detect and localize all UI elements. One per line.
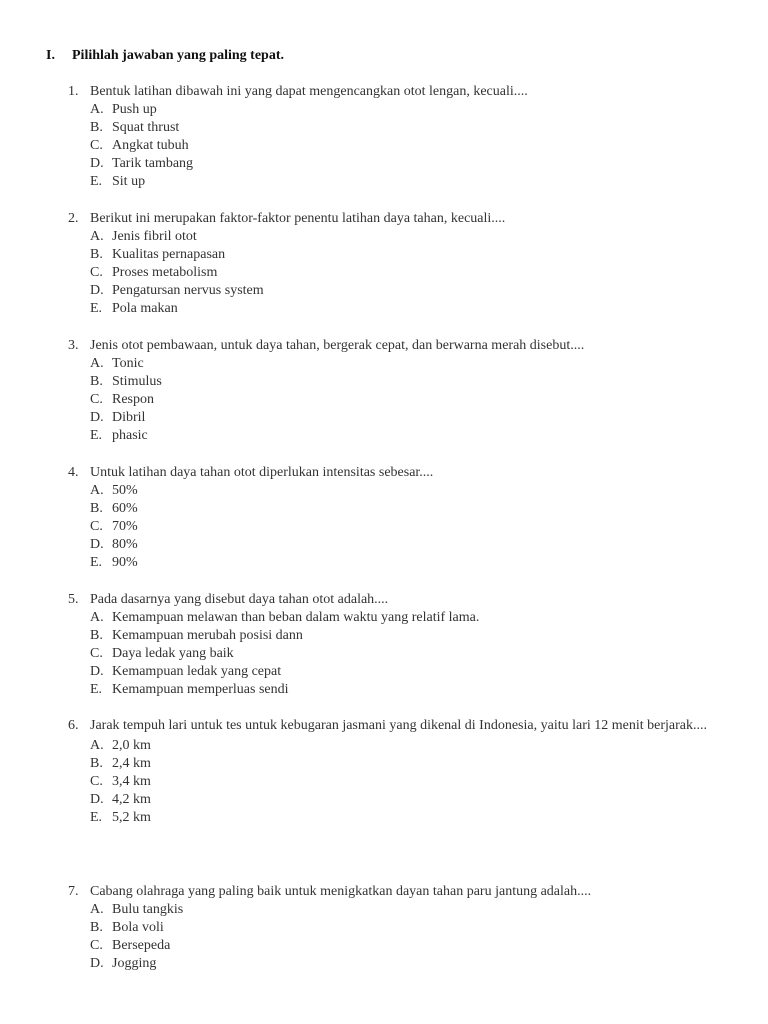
option-e [90, 173, 708, 191]
option-b [90, 246, 708, 264]
option-text: Jenis fibril otot [112, 229, 197, 244]
option-text: Jogging [112, 956, 157, 971]
option-letter: E. [90, 555, 103, 570]
question-5 [68, 591, 708, 699]
option-letter: A. [90, 483, 104, 498]
option-letter: E. [90, 428, 103, 443]
option-letter: C. [90, 138, 103, 153]
option-b [90, 500, 708, 518]
option-letter: B. [90, 628, 103, 643]
option-text: Pengatursan nervus system [112, 283, 264, 298]
option-text: 2,4 km [112, 756, 151, 771]
option-a [90, 737, 708, 755]
question-text: Jenis otot pembawaan, untuk daya tahan, bergerak cepat, dan berwarna merah disebut.... [90, 338, 585, 353]
option-text: 60% [112, 501, 138, 516]
option-letter: C. [90, 392, 103, 407]
option-text: 80% [112, 537, 138, 552]
option-b [90, 919, 708, 937]
option-d [90, 536, 708, 554]
question-number: 3. [68, 338, 79, 353]
option-b [90, 627, 708, 645]
option-text: Kemampuan memperluas sendi [112, 682, 289, 697]
option-letter: A. [90, 902, 104, 917]
option-c [90, 264, 708, 282]
option-text: Stimulus [112, 374, 162, 389]
section-heading [46, 48, 284, 64]
option-text: Bola voli [112, 920, 164, 935]
option-text: Kemampuan ledak yang cepat [112, 664, 282, 679]
option-a [90, 609, 708, 627]
option-text: 50% [112, 483, 138, 498]
option-letter: D. [90, 956, 104, 971]
option-letter: D. [90, 537, 104, 552]
question-2 [68, 210, 708, 318]
question-number: 1. [68, 84, 79, 99]
question-3 [68, 337, 708, 445]
option-text: Tonic [112, 356, 144, 371]
question-number: 7. [68, 884, 79, 899]
option-letter: E. [90, 174, 103, 189]
option-a [90, 901, 708, 919]
option-letter: A. [90, 610, 104, 625]
option-text: 3,4 km [112, 774, 151, 789]
question-text: Untuk latihan daya tahan otot diperlukan intensitas sebesar.... [90, 465, 434, 480]
option-a [90, 355, 708, 373]
question-text: Pada dasarnya yang disebut daya tahan otot adalah.... [90, 592, 389, 607]
option-letter: A. [90, 356, 104, 371]
option-letter: E. [90, 301, 103, 316]
option-list [90, 609, 708, 699]
option-text: phasic [112, 428, 148, 443]
option-letter: C. [90, 938, 103, 953]
option-d [90, 409, 708, 427]
option-letter: C. [90, 519, 103, 534]
option-d [90, 791, 708, 809]
option-list [90, 901, 708, 973]
option-d [90, 955, 708, 973]
option-a [90, 101, 708, 119]
option-letter: A. [90, 738, 104, 753]
option-c [90, 937, 708, 955]
option-letter: B. [90, 120, 103, 135]
option-list [90, 737, 708, 827]
question-1 [68, 83, 708, 191]
option-c [90, 137, 708, 155]
option-text: Pola makan [112, 301, 178, 316]
question-6 [68, 717, 708, 827]
option-letter: D. [90, 156, 104, 171]
option-letter: D. [90, 283, 104, 298]
option-b [90, 373, 708, 391]
option-letter: A. [90, 229, 104, 244]
option-text: Squat thrust [112, 120, 180, 135]
option-letter: B. [90, 374, 103, 389]
option-c [90, 391, 708, 409]
option-d [90, 282, 708, 300]
option-b [90, 119, 708, 137]
option-letter: E. [90, 682, 103, 697]
option-letter: C. [90, 265, 103, 280]
option-c [90, 773, 708, 791]
option-list [90, 482, 708, 572]
question-4 [68, 464, 708, 572]
option-letter: B. [90, 501, 103, 516]
question-number: 5. [68, 592, 79, 607]
option-list [90, 355, 708, 445]
option-list [90, 101, 708, 191]
question-number: 2. [68, 211, 79, 226]
option-letter: D. [90, 410, 104, 425]
option-text: Bulu tangkis [112, 902, 184, 917]
option-text: 2,0 km [112, 738, 151, 753]
option-list [90, 228, 708, 318]
option-e [90, 427, 708, 445]
option-text: Kualitas pernapasan [112, 247, 226, 262]
option-text: 5,2 km [112, 810, 151, 825]
question-text: Berikut ini merupakan faktor-faktor penentu latihan daya tahan, kecuali.... [90, 211, 506, 226]
option-text: Angkat tubuh [112, 138, 189, 153]
question-number: 6. [68, 718, 79, 733]
question-number: 4. [68, 465, 79, 480]
question-text: Jarak tempuh lari untuk tes untuk kebugaran jasmani yang dikenal di Indonesia, yaitu lari 12 menit berjarak.... [90, 718, 707, 733]
option-text: Kemampuan melawan than beban dalam waktu yang relatif lama. [112, 610, 480, 625]
option-text: Sit up [112, 174, 146, 189]
option-text: Proses metabolism [112, 265, 218, 280]
section-number: I. [46, 48, 55, 63]
option-letter: B. [90, 247, 103, 262]
option-letter: A. [90, 102, 104, 117]
option-letter: C. [90, 774, 103, 789]
option-c [90, 645, 708, 663]
option-letter: B. [90, 920, 103, 935]
option-text: 90% [112, 555, 138, 570]
option-a [90, 228, 708, 246]
option-text: Push up [112, 102, 157, 117]
option-text: 70% [112, 519, 138, 534]
option-text: Dibril [112, 410, 146, 425]
option-letter: E. [90, 810, 103, 825]
option-e [90, 554, 708, 572]
option-d [90, 663, 708, 681]
option-letter: D. [90, 664, 104, 679]
option-text: Bersepeda [112, 938, 171, 953]
option-e [90, 809, 708, 827]
question-text: Cabang olahraga yang paling baik untuk menigkatkan dayan tahan paru jantung adalah.... [90, 884, 592, 899]
option-letter: B. [90, 756, 103, 771]
question-text: Bentuk latihan dibawah ini yang dapat mengencangkan otot lengan, kecuali.... [90, 84, 528, 99]
option-text: Tarik tambang [112, 156, 194, 171]
section-title: Pilihlah jawaban yang paling tepat. [72, 48, 284, 63]
question-7 [68, 883, 708, 973]
option-text: Daya ledak yang baik [112, 646, 234, 661]
option-text: Respon [112, 392, 154, 407]
option-letter: D. [90, 792, 104, 807]
option-b [90, 755, 708, 773]
option-d [90, 155, 708, 173]
option-text: 4,2 km [112, 792, 151, 807]
option-a [90, 482, 708, 500]
option-e [90, 681, 708, 699]
option-c [90, 518, 708, 536]
option-letter: C. [90, 646, 103, 661]
option-text: Kemampuan merubah posisi dann [112, 628, 303, 643]
option-e [90, 300, 708, 318]
